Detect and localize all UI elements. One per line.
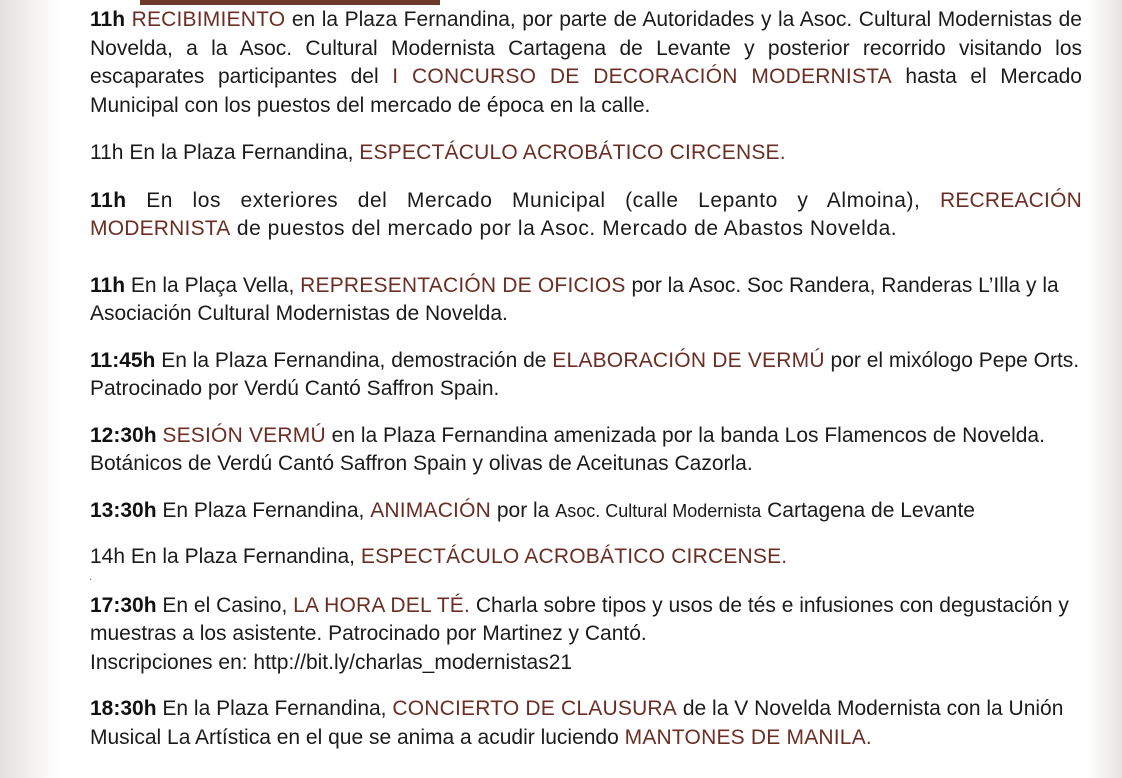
event-title: ESPECTÁCULO ACROBÁTICO CIRCENSE. [360, 545, 788, 568]
event-title: ESPECTÁCULO ACROBÁTICO CIRCENSE. [359, 141, 786, 164]
event-vermu-elaboracion: 11:45h En la Plaza Fernandina, demostración de ELABORACIÓN DE VERMÚ por el mixólogo Pepe Orts. Patrocinado por Verdú Cantó Saffron Spain. [90, 348, 1080, 400]
event-hora-del-te: 17:30h En el Casino, LA HORA DEL TÉ. Charla sobre tipos y usos de tés e infusiones con degustación y muestras a los asistente. Patrocinado por Martinez y Cantó. Inscripciones en: http://bit.ly/charlas_modernistas21 [90, 593, 1069, 674]
event-title: LA HORA DEL TÉ. [293, 593, 471, 617]
event-oficios: 11h En la Plaça Vella, REPRESENTACIÓN DE OFICIOS por la Asoc. Soc Randera, Randeras L’Illa y la Asociación Cultural Modernistas de Novelda. [90, 273, 1059, 325]
program-schedule [90, 6, 1082, 752]
event-title: CONCIERTO DE CLAUSURA [392, 697, 678, 720]
event-circense-1: 11h En la Plaza Fernandina, ESPECTÁCULO ACROBÁTICO CIRCENSE. [90, 141, 786, 164]
event-title: REPRESENTACIÓN DE OFICIOS [300, 273, 626, 297]
event-recibimiento: 11h RECIBIMIENTO en la Plaza Fernandina, por parte de Autoridades y la Asoc. Cultural Modernistas de Novelda, a la Asoc. Cultural Modernista Cartagena de Levante y posterior recorrido visitando los escaparates participantes del I CONCURSO DE DECORACIÓN MODERNISTA hasta el Mercado Municipal con los puestos del mercado de época en la calle. [90, 8, 1082, 117]
top-ornament [140, 0, 440, 5]
event-title: MANTONES DE MANILA. [624, 725, 872, 749]
page-edge-right [1088, 0, 1122, 778]
event-recreacion: 11h En los exteriores del Mercado Municipal (calle Lepanto y Almoina), RECREACIÓN MODERNISTA de puestos del mercado por la Asoc. Mercado de Abastos Novelda. [90, 188, 1082, 240]
event-title: ANIMACIÓN [370, 498, 491, 522]
event-circense-2: 14h En la Plaza Fernandina, ESPECTÁCULO ACROBÁTICO CIRCENSE. [90, 545, 788, 568]
inscripciones-link: Inscripciones en: http://bit.ly/charlas_modernistas21 [90, 650, 573, 674]
event-title: I CONCURSO DE DECORACIÓN MODERNISTA [392, 65, 892, 88]
event-animacion: 13:30h En Plaza Fernandina, ANIMACIÓN por la Asoc. Cultural Modernista Cartagena de Levante [90, 498, 975, 522]
event-title: RECREACIÓN MODERNISTA [90, 188, 1082, 240]
event-title: ELABORACIÓN DE VERMÚ [552, 348, 825, 372]
event-sesion-vermu: 12:30h SESIÓN VERMÚ en la Plaza Fernandina amenizada por la banda Los Flamencos de Novelda. Botánicos de Verdú Cantó Saffron Spain y olivas de Aceitunas Cazorla. [90, 423, 1045, 475]
stray-dot: . [89, 569, 93, 583]
event-title: SESIÓN VERMÚ [162, 423, 326, 447]
event-title: RECIBIMIENTO [131, 8, 286, 31]
event-concierto-clausura: 18:30h En la Plaza Fernandina, CONCIERTO DE CLAUSURA de la V Novelda Modernista con la Unión Musical La Artística en el que se anima a acudir luciendo MANTONES DE MANILA. [90, 697, 1064, 749]
page-edge-left [0, 0, 60, 778]
